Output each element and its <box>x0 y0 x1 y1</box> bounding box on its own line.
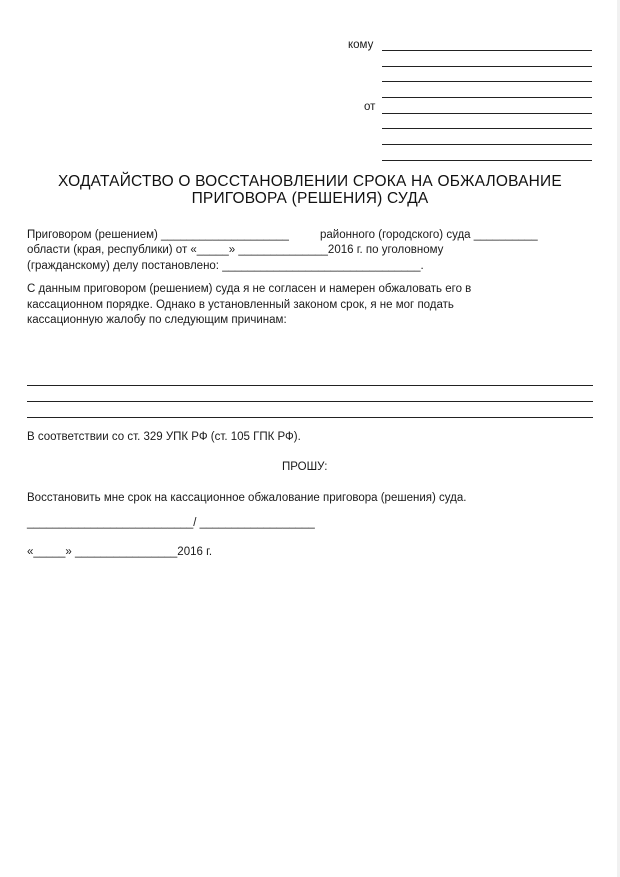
to-line-3 <box>382 81 592 82</box>
law-reference: В соответствии со ст. 329 УПК РФ (ст. 105 ГПК РФ). <box>27 431 301 443</box>
reason-line-1 <box>27 385 593 386</box>
paragraph-1-line-3: (гражданскому) делу постановлено: _______________________________. <box>27 260 424 272</box>
paragraph-2-line-1: С данным приговором (решением) суда я не согласен и намерен обжаловать его в <box>27 283 472 295</box>
reason-line-3 <box>27 417 593 418</box>
from-label: от <box>364 101 376 113</box>
to-label: кому <box>348 39 374 51</box>
paragraph-1-line-1a: Приговором (решением) ____________________ <box>27 229 289 241</box>
paragraph-2-line-3: кассационную жалобу по следующим причинам: <box>27 314 287 326</box>
from-line-2 <box>382 128 592 129</box>
reason-line-2 <box>27 401 593 402</box>
to-line-1 <box>382 50 592 51</box>
paragraph-1-line-2: области (края, республики) от «_____» ______________2016 г. по уголовному <box>27 244 444 256</box>
from-line-1 <box>382 113 592 114</box>
paragraph-2-line-2: кассационном порядке. Однако в установленный законом срок, я не мог подать <box>27 299 454 311</box>
date-line: «_____» ________________2016 г. <box>27 546 213 558</box>
request-text: Восстановить мне срок на кассационное обжалование приговора (решения) суда. <box>27 492 467 504</box>
request-heading: ПРОШУ: <box>282 461 328 473</box>
signature-line: __________________________/ __________________ <box>27 517 315 529</box>
to-line-2 <box>382 66 592 67</box>
to-line-4 <box>382 97 592 98</box>
document-title-line-2: ПРИГОВОРА (РЕШЕНИЯ) СУДА <box>191 190 429 207</box>
document-title-line-1: ХОДАТАЙСТВО О ВОССТАНОВЛЕНИИ СРОКА НА ОБЖАЛОВАНИЕ <box>58 173 562 190</box>
from-line-4 <box>382 160 592 161</box>
from-line-3 <box>382 144 592 145</box>
paragraph-1-line-1b: районного (городского) суда __________ <box>320 229 538 241</box>
